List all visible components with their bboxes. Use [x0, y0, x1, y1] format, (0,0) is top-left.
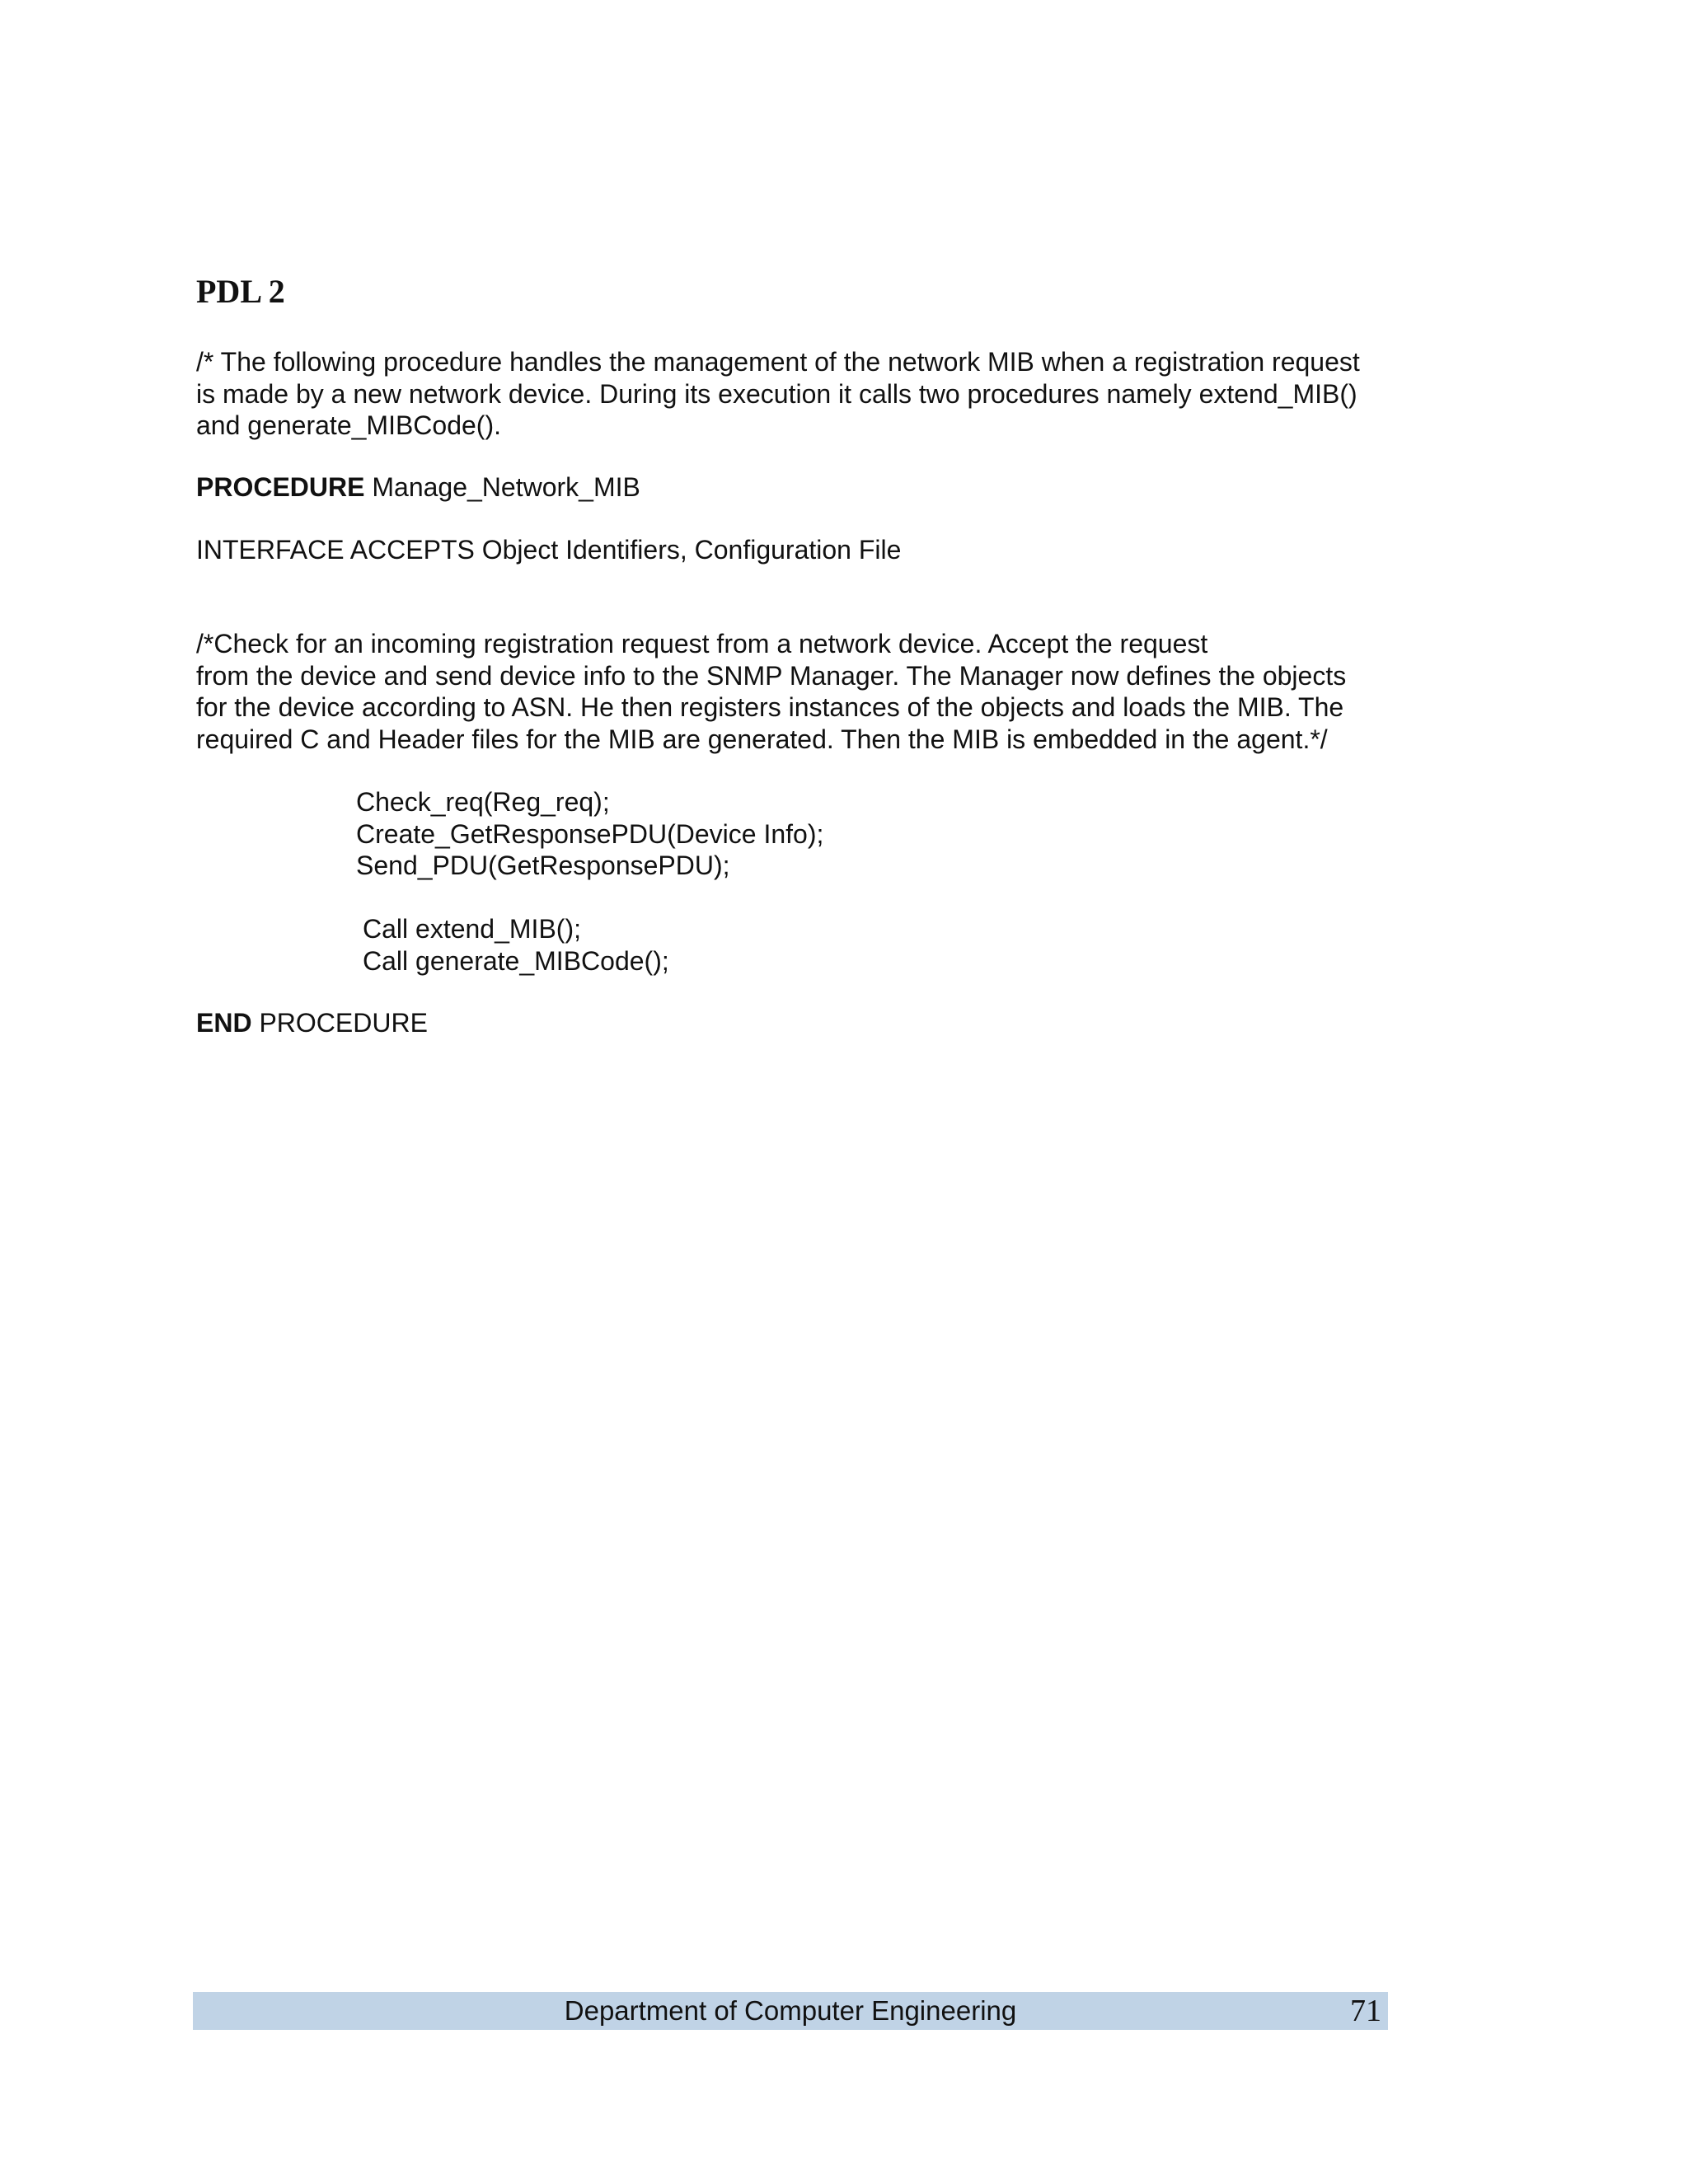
- procedure-declaration: [196, 471, 640, 504]
- footer-bar: [193, 1992, 1388, 2030]
- check-comment-line: for the device according to ASN. He then registers instances of the objects and loads the MIB. The: [196, 692, 1344, 722]
- check-comment-line: required C and Header files for the MIB are generated. Then the MIB is embedded in the agent.*/: [196, 724, 1328, 754]
- check-comment-line: from the device and send device info to the SNMP Manager. The Manager now defines the objects: [196, 660, 1347, 691]
- intro-comment-line: is made by a new network device. During its execution it calls two procedures namely extend_MIB(): [196, 378, 1357, 409]
- code-statements: [356, 786, 823, 882]
- procedure-keyword: PROCEDURE: [196, 472, 365, 502]
- check-comment-line: /*Check for an incoming registration request from a network device. Accept the request: [196, 629, 1208, 658]
- intro-comment-line: and generate_MIBCode().: [196, 410, 501, 440]
- page-number: 71: [1350, 1994, 1381, 2028]
- procedure-name: Manage_Network_MIB: [372, 472, 640, 502]
- end-procedure-text: PROCEDURE: [259, 1008, 428, 1038]
- end-keyword: END: [196, 1008, 252, 1038]
- interface-declaration: INTERFACE ACCEPTS Object Identifiers, Configuration File: [196, 535, 902, 565]
- section-heading: PDL 2: [196, 273, 285, 310]
- procedure-calls: [363, 913, 669, 977]
- check-comment: [196, 628, 1346, 755]
- code-statement: Create_GetResponsePDU(Device Info);: [356, 818, 824, 849]
- end-procedure: [196, 1007, 428, 1039]
- footer-department: Department of Computer Engineering: [564, 1995, 1017, 2026]
- procedure-call: Call generate_MIBCode();: [363, 945, 669, 976]
- intro-comment-line: /* The following procedure handles the management of the network MIB when a registration request: [196, 347, 1360, 377]
- intro-comment: [196, 346, 1360, 442]
- code-statement: Check_req(Reg_req);: [356, 787, 610, 817]
- code-statement: Send_PDU(GetResponsePDU);: [356, 851, 730, 880]
- procedure-call: Call extend_MIB();: [363, 914, 581, 944]
